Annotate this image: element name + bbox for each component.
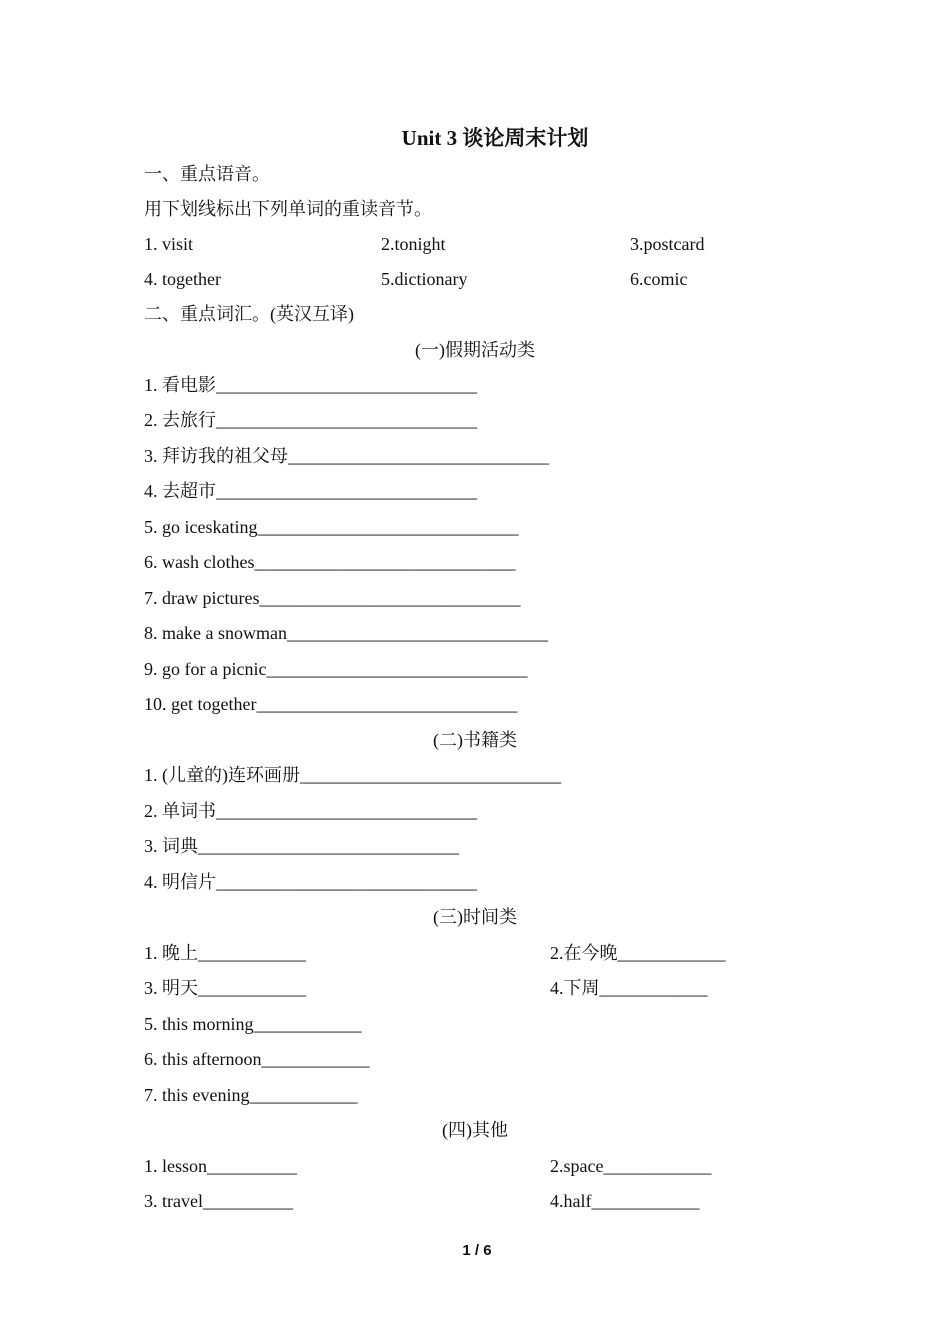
word-item: 5.dictionary bbox=[381, 269, 468, 289]
section2-heading: 二、重点词汇。(英汉互译) bbox=[144, 304, 354, 324]
group2-title: (二)书籍类 bbox=[433, 730, 517, 750]
vocab-item: 2.space____________ bbox=[550, 1156, 712, 1176]
word-item: 6.comic bbox=[630, 269, 688, 289]
vocab-item: 6. this afternoon____________ bbox=[144, 1049, 370, 1069]
vocab-item: 2. 单词书_____________________________ bbox=[144, 801, 477, 821]
vocab-item: 8. make a snowman_____________________________ bbox=[144, 623, 548, 643]
vocab-item: 3. travel__________ bbox=[144, 1191, 293, 1211]
vocab-item: 5. this morning____________ bbox=[144, 1014, 362, 1034]
section1-instruction: 用下划线标出下列单词的重读音节。 bbox=[144, 199, 432, 219]
word-item: 4. together bbox=[144, 269, 221, 289]
vocab-item: 7. draw pictures_____________________________ bbox=[144, 588, 521, 608]
vocab-item: 3. 拜访我的祖父母_____________________________ bbox=[144, 446, 549, 466]
section1-heading: 一、重点语音。 bbox=[144, 164, 270, 184]
vocab-item: 2.在今晚____________ bbox=[550, 943, 726, 963]
group3-title: (三)时间类 bbox=[433, 907, 517, 927]
vocab-item: 6. wash clothes_____________________________ bbox=[144, 552, 516, 572]
page-title: Unit 3 谈论周末计划 bbox=[401, 126, 589, 150]
word-item: 3.postcard bbox=[630, 234, 705, 254]
vocab-item: 9. go for a picnic_____________________________ bbox=[144, 659, 528, 679]
vocab-item: 7. this evening____________ bbox=[144, 1085, 358, 1105]
vocab-item: 1. 看电影_____________________________ bbox=[144, 375, 477, 395]
vocab-item: 4.half____________ bbox=[550, 1191, 700, 1211]
word-item: 2.tonight bbox=[381, 234, 446, 254]
vocab-item: 3. 词典_____________________________ bbox=[144, 836, 459, 856]
word-item: 1. visit bbox=[144, 234, 194, 254]
vocab-item: 10. get together_____________________________ bbox=[144, 694, 518, 714]
vocab-item: 5. go iceskating_____________________________ bbox=[144, 517, 519, 537]
vocab-item: 1. (儿童的)连环画册_____________________________ bbox=[144, 765, 561, 785]
vocab-item: 4.下周____________ bbox=[550, 978, 708, 998]
page-number: 1 / 6 bbox=[462, 1242, 492, 1259]
group4-title: (四)其他 bbox=[442, 1120, 508, 1140]
vocab-item: 4. 去超市_____________________________ bbox=[144, 481, 477, 501]
vocab-item: 2. 去旅行_____________________________ bbox=[144, 410, 477, 430]
vocab-item: 3. 明天____________ bbox=[144, 978, 306, 998]
vocab-item: 1. 晚上____________ bbox=[144, 943, 306, 963]
vocab-item: 4. 明信片_____________________________ bbox=[144, 872, 477, 892]
vocab-item: 1. lesson__________ bbox=[144, 1156, 297, 1176]
group1-title: (一)假期活动类 bbox=[415, 340, 535, 360]
